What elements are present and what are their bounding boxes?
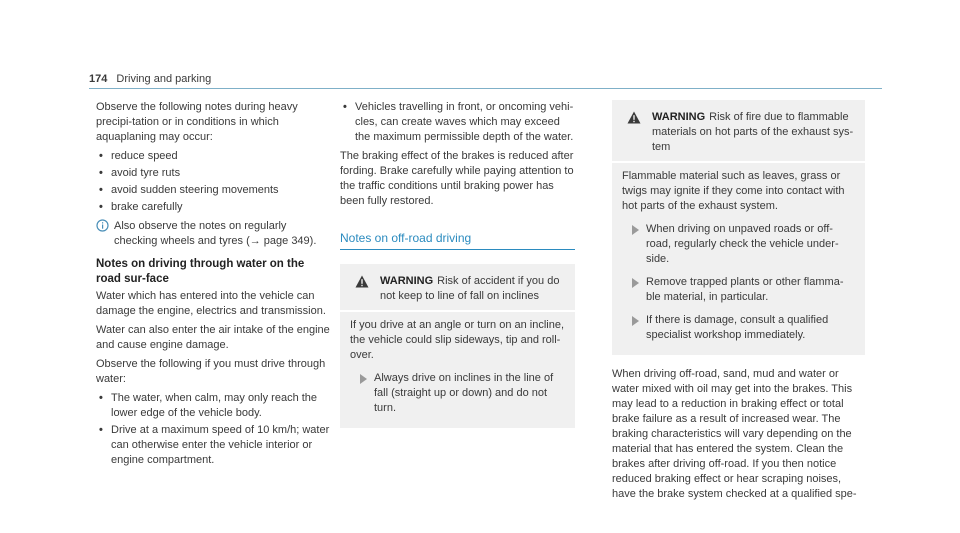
arrow-right-icon — [632, 316, 639, 326]
list-item: • Drive at a maximum speed of 10 km/h; water can otherwise enter the vehicle interior or engine compartment. — [99, 424, 330, 466]
list-item: • reduce speed — [99, 150, 178, 162]
warning-box — [340, 264, 575, 428]
page-number: 174 — [89, 73, 108, 85]
warning-body — [340, 312, 575, 428]
list-item: • The water, when calm, may only reach the lower edge of the vehicle body. — [99, 392, 318, 419]
paragraph: Water can also enter the air intake of the engine and cause engine damage. — [96, 324, 330, 351]
paragraph: When driving off-road, sand, mud and water or water mixed with oil may get into the brakes. This may lead to a reduction in braking effect or total brake failure as a result of increased wear. The braking characteristics will vary depending on the material that has entered the system. Clean the brakes after driving off-road. If you then notice reduced braking effect or hear scraping noises, have the brake system checked at a qualified spe- — [612, 368, 857, 500]
bullet-list — [340, 100, 575, 145]
note — [96, 219, 331, 249]
page-header — [89, 72, 211, 87]
warning-triangle-icon — [627, 111, 641, 124]
warning-label: WARNING — [652, 111, 706, 123]
warning-text: If you drive at an angle or turn on an incline, the vehicle could slip sideways, tip and roll-over. — [350, 319, 565, 361]
instruction-step: When driving on unpaved roads or off-road, regularly check the vehicle under-side. — [622, 222, 855, 267]
warning-triangle-icon — [355, 275, 369, 288]
note-text: Also observe the notes on regularly checking wheels and tyres (→ page 349). — [114, 220, 317, 247]
info-icon — [96, 219, 109, 232]
header-divider — [89, 88, 882, 89]
chapter-title: Driving and parking — [116, 73, 212, 85]
instruction-step: Remove trapped plants or other flamma-ble material, in particular. — [622, 275, 855, 305]
column-2 — [340, 100, 575, 428]
arrow-right-icon — [632, 225, 639, 235]
warning-header — [612, 100, 865, 163]
arrow-right-icon — [360, 374, 367, 384]
instruction-step: Always drive on inclines in the line of fall (straight up or down) and do not turn. — [350, 371, 565, 416]
column-3 — [612, 100, 865, 506]
warning-label: WARNING — [380, 275, 434, 287]
warning-box — [612, 100, 865, 355]
warning-title: Risk of fire due to flammable materials on hot parts of the exhaust sys-tem — [652, 111, 854, 153]
instruction-step: If there is damage, consult a qualified specialist workshop immediately. — [622, 313, 855, 343]
paragraph: The braking effect of the brakes is reduced after fording. Brake carefully while paying attention to the traffic conditions until braking power has been fully restored. — [340, 150, 574, 207]
bullet-list — [96, 391, 331, 468]
list-item: • brake carefully — [99, 201, 183, 213]
warning-header — [340, 264, 575, 312]
section-heading: Notes on off-road driving — [340, 231, 575, 250]
paragraph: Water which has entered into the vehicle can damage the engine, electrics and transmission. — [96, 290, 326, 317]
subsection-heading: Notes on driving through water on the road sur-face — [96, 258, 305, 285]
paragraph: Observe the following if you must drive through water: — [96, 358, 326, 385]
list-item: • avoid tyre ruts — [99, 167, 181, 179]
list-item: • Vehicles travelling in front, or oncoming vehi-cles, can create waves which may exceed the maximum permissible depth of the water. — [343, 101, 574, 143]
warning-title: Risk of accident if you do not keep to line of fall on inclines — [380, 275, 560, 302]
column-1 — [96, 100, 331, 472]
warning-text: Flammable material such as leaves, grass or twigs may ignite if they come into contact with hot parts of the exhaust system. — [622, 170, 845, 212]
warning-body — [612, 163, 865, 355]
list-item: • avoid sudden steering movements — [99, 184, 279, 196]
arrow-right-icon — [632, 278, 639, 288]
paragraph: Observe the following notes during heavy precipi-tation or in conditions in which aquaplaning may occur: — [96, 101, 298, 143]
bullet-list — [96, 149, 331, 215]
